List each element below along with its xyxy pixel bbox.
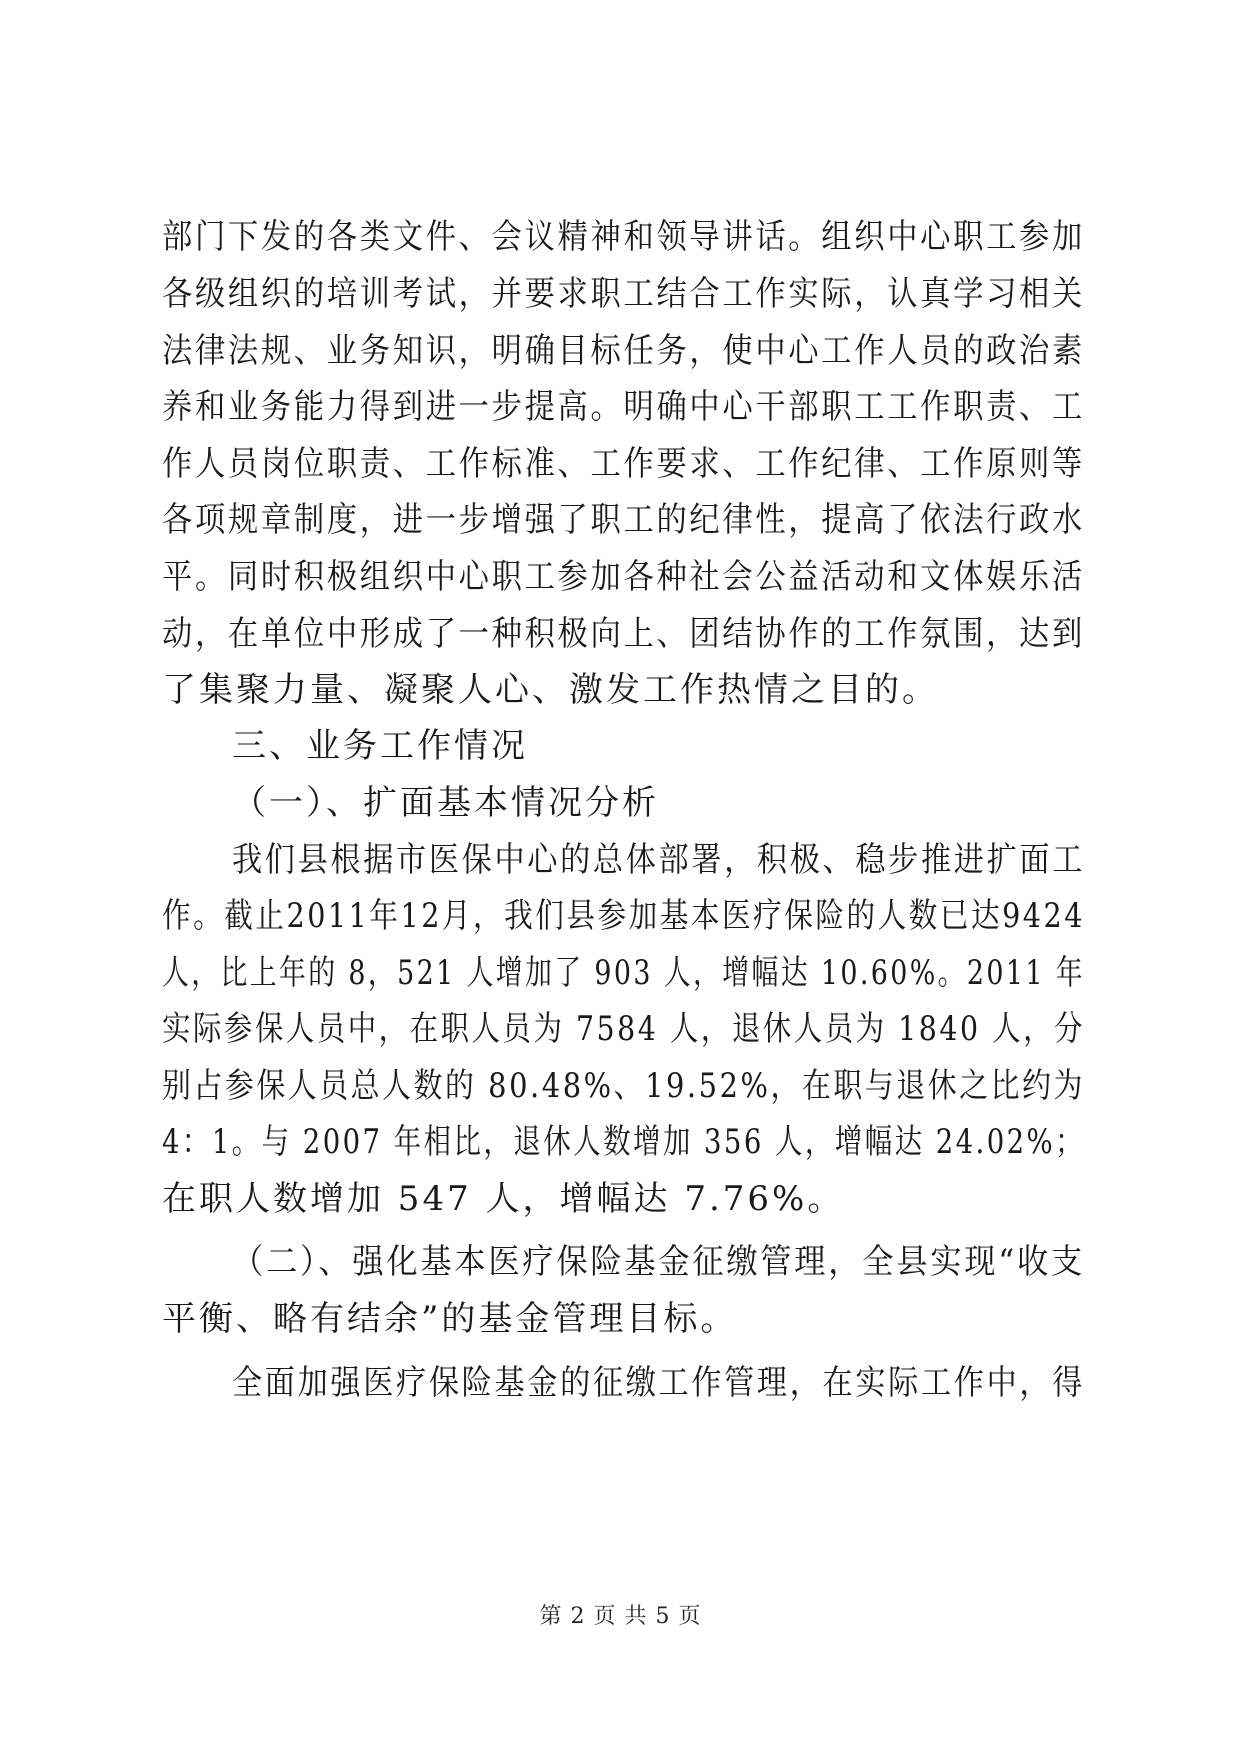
text-line: 了集聚力量、凝聚人心、激发工作热情之目的。 bbox=[162, 670, 939, 710]
text-line: 别占参保人员总人数的 80.48%、19.52%，在职与退休之比约为 bbox=[162, 1066, 1085, 1106]
text-line: 各级组织的培训考试，并要求职工结合工作实际，认真学习相关 bbox=[162, 274, 1085, 314]
text-line: 人，比上年的 8，521 人增加了 903 人，增幅达 10.60%。2011 年 bbox=[162, 953, 1085, 993]
text-line: 作。截止2011年12月，我们县参加基本医疗保险的人数已达9424 bbox=[162, 896, 1085, 936]
text-line: 在职人数增加 547 人，增幅达 7.76%。 bbox=[162, 1179, 845, 1219]
text-line: 全面加强医疗保险基金的征缴工作管理，在实际工作中，得 bbox=[232, 1363, 1086, 1403]
text-line: 养和业务能力得到进一步提高。明确中心干部职工工作职责、工 bbox=[162, 387, 1085, 427]
text-line: 平。同时积极组织中心职工参加各种社会公益活动和文体娱乐活 bbox=[162, 557, 1085, 597]
text-line: 作人员岗位职责、工作标准、工作要求、工作纪律、工作原则等 bbox=[162, 444, 1085, 484]
text-line: 平衡、略有结余”的基金管理目标。 bbox=[162, 1299, 738, 1339]
text-line: 法律法规、业务知识，明确目标任务，使中心工作人员的政治素 bbox=[162, 331, 1085, 371]
section-heading: 三、业务工作情况 bbox=[232, 726, 528, 766]
subsection-heading: （二）、强化基本医疗保险基金征缴管理，全县实现“收支 bbox=[232, 1242, 1086, 1282]
text-line: 我们县根据市医保中心的总体部署，积极、稳步推进扩面工 bbox=[232, 840, 1086, 880]
text-line: 各项规章制度，进一步增强了职工的纪律性，提高了依法行政水 bbox=[162, 500, 1085, 540]
text-line: 实际参保人员中，在职人员为 7584 人，退休人员为 1840 人，分 bbox=[162, 1009, 1086, 1049]
text-line: 4：1。与 2007 年相比，退休人数增加 356 人，增幅达 24.02%； bbox=[162, 1122, 1086, 1162]
page-number-footer: 第 2 页 共 5 页 bbox=[539, 1604, 702, 1629]
text-line: 部门下发的各类文件、会议精神和领导讲话。组织中心职工参加 bbox=[162, 217, 1085, 257]
subsection-heading: （一）、扩面基本情况分析 bbox=[232, 783, 659, 823]
text-line: 动，在单位中形成了一种积极向上、团结协作的工作氛围，达到 bbox=[162, 614, 1085, 654]
